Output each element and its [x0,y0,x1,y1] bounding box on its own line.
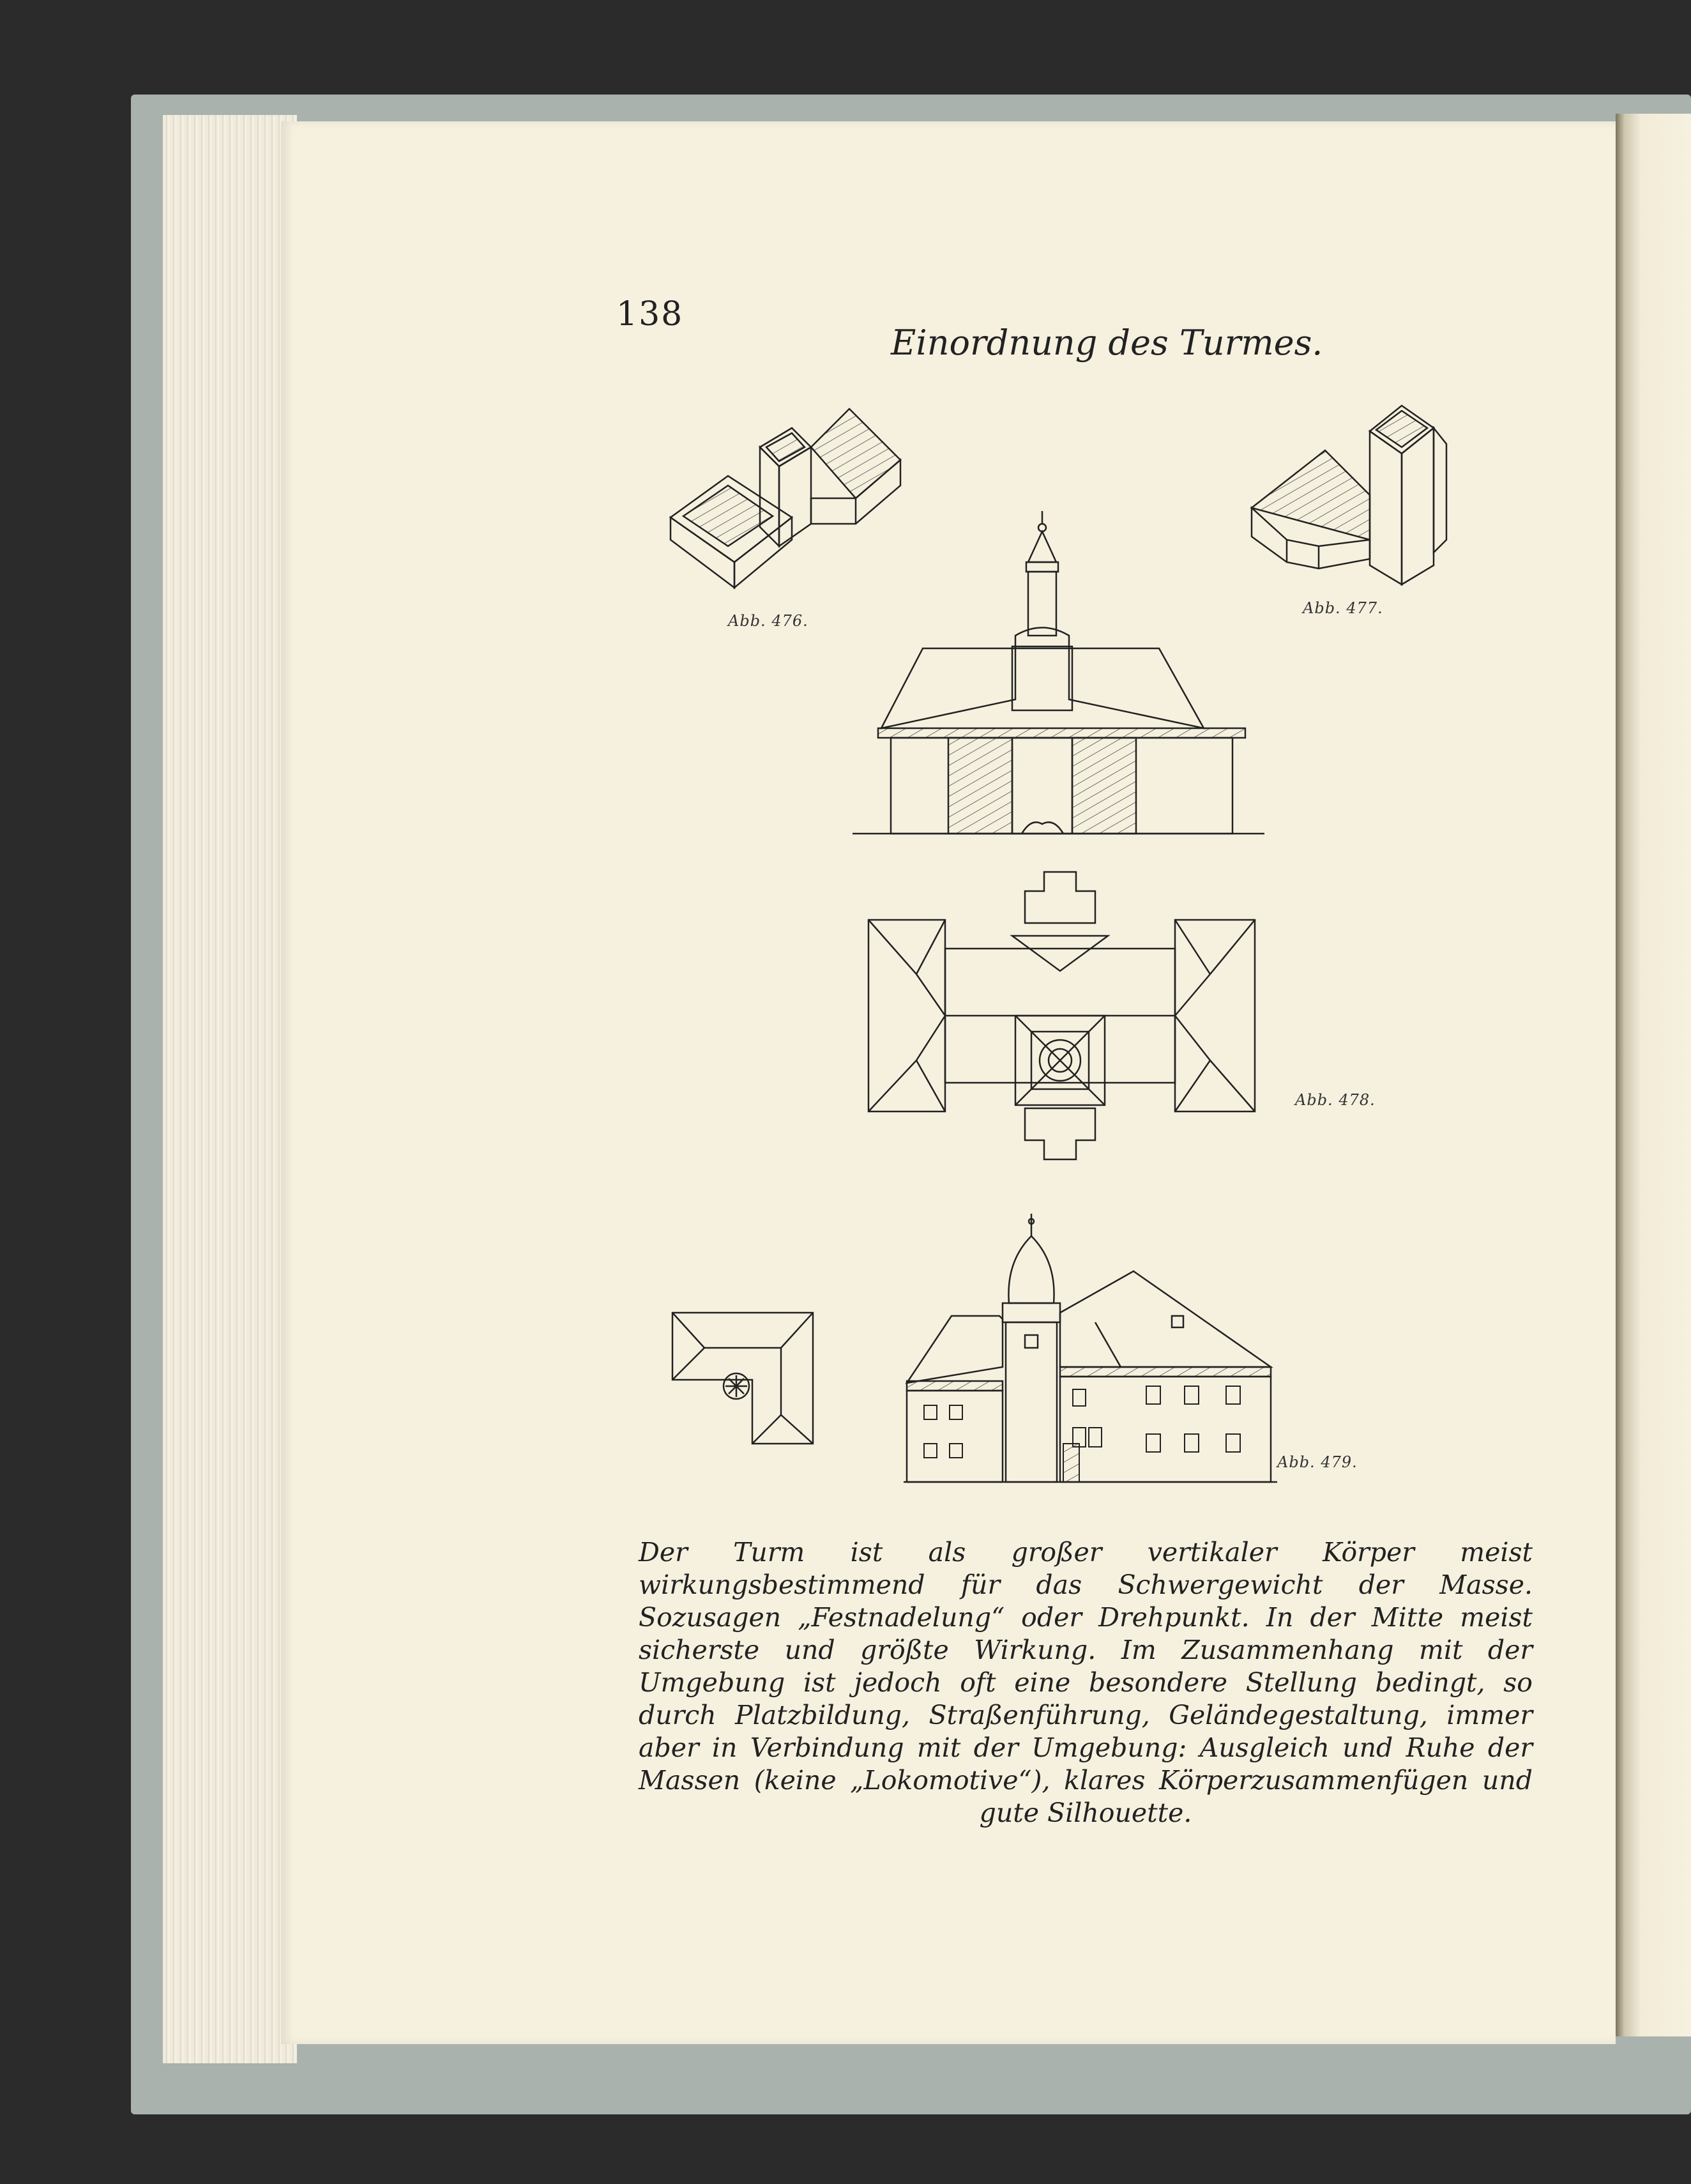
figure-abb-479-plan [669,1310,829,1447]
figure-church-elevation [853,511,1264,837]
page-stack-edge [163,115,297,2063]
page-number: 138 [616,295,684,333]
facing-page-edge [1616,114,1691,2036]
caption-abb-478: Abb. 478. [1295,1091,1376,1109]
running-head: Einordnung des Turmes. [891,323,1323,363]
caption-abb-476: Abb. 476. [728,612,808,630]
figure-abb-477 [1248,393,1453,591]
body-paragraph: Der Turm ist als großer vertikaler Körper meist wirkungsbestimmend für das Schwergewicht der Masse. Sozusagen „Festnadelung“ oder Drehpunkt. In der Mitte meist sicherste und größte Wirkung. Im Zusammenhang mit der Umgebung ist jedoch oft eine besondere Stellung bedingt, so durch Platzbildung, Straßenführung, Geländegestaltung, immer aber in Verbindung mit der Umgebung: Ausgleich und Ruhe der Massen (keine „Lokomotive“), klares Körperzusammenfügen und gute Silhouette. [639,1537,1533,1828]
caption-abb-477: Abb. 477. [1303,599,1383,617]
caption-abb-479: Abb. 479. [1277,1453,1358,1471]
figure-abb-479-elevation [904,1214,1277,1488]
figure-abb-478 [868,869,1258,1163]
